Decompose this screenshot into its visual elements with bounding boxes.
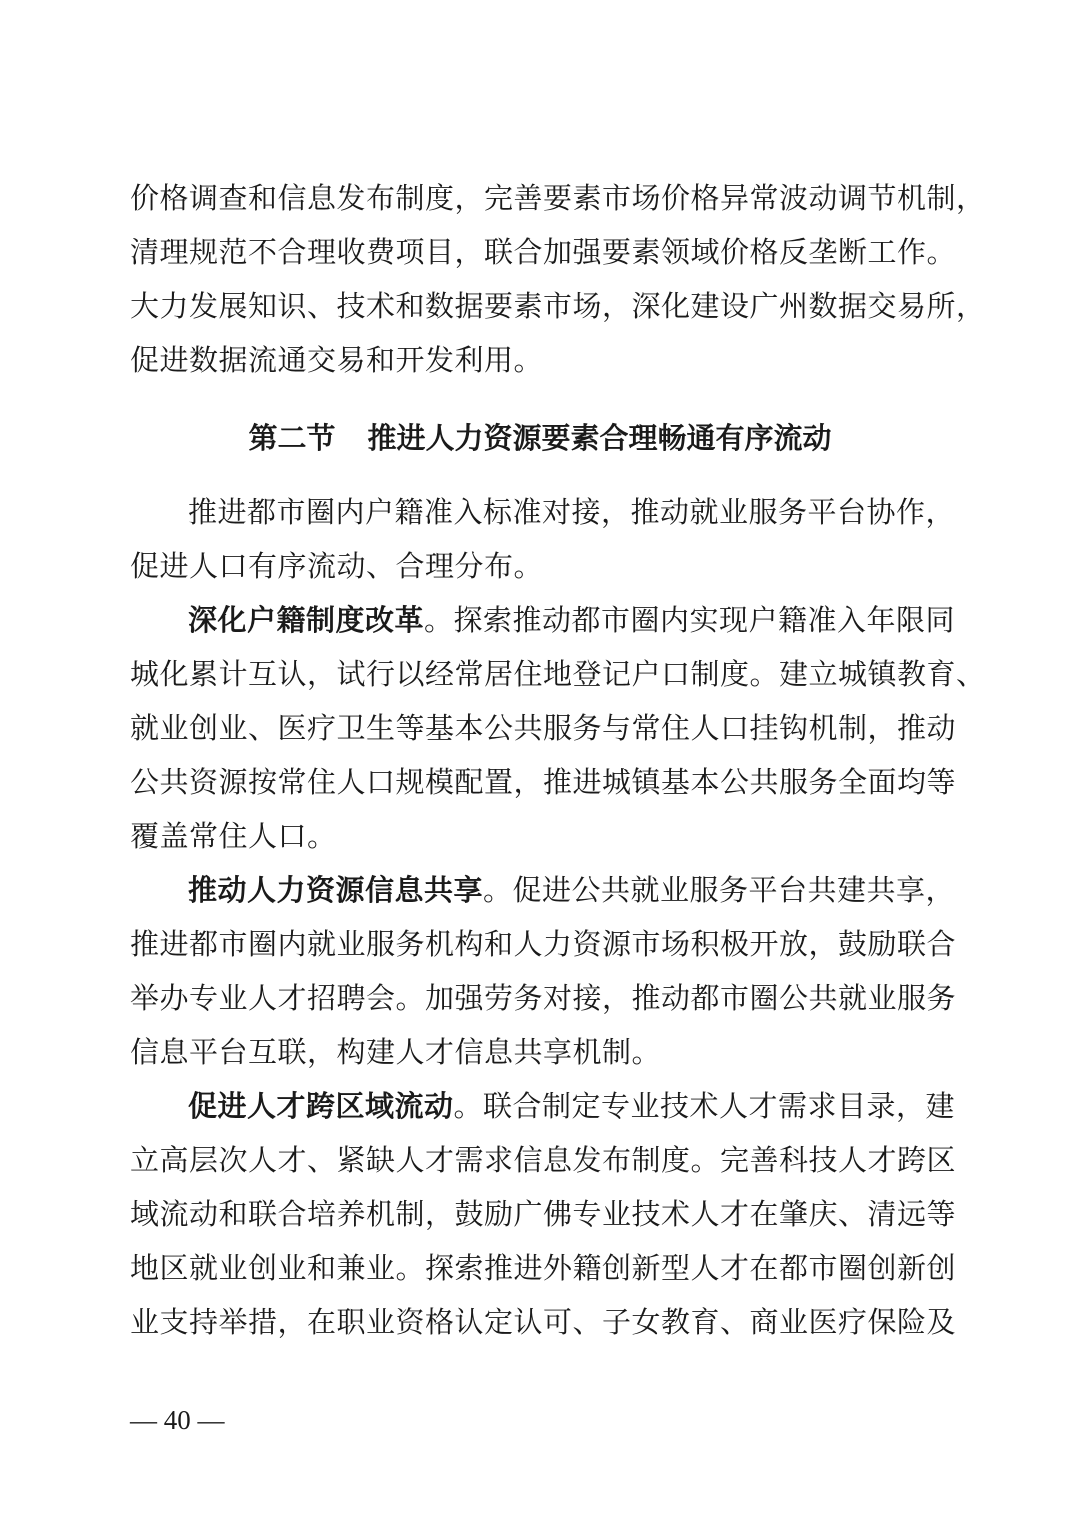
paragraph-line: 公共资源按常住人口规模配置，推进城镇基本公共服务全面均等 [130, 765, 957, 799]
paragraph-line: 大力发展知识、技术和数据要素市场，深化建设广州数据交易所， [130, 289, 986, 323]
paragraph-line [188, 600, 956, 640]
paragraph-text: 。探索推动都市圈内实现户籍准入年限同 [424, 603, 956, 637]
paragraph-line: 地区就业创业和兼业。探索推进外籍创新型人才在都市圈创新创 [130, 1251, 957, 1285]
paragraph-line: 域流动和联合培养机制，鼓励广佛专业技术人才在肇庆、清远等 [130, 1197, 957, 1231]
paragraph-line: 业支持举措，在职业资格认定认可、子女教育、商业医疗保险及 [130, 1305, 957, 1339]
paragraph-line: 立高层次人才、紧缺人才需求信息发布制度。完善科技人才跨区 [130, 1143, 957, 1177]
page-number: — 40 — [130, 1405, 225, 1435]
paragraph-line: 就业创业、医疗卫生等基本公共服务与常住人口挂钩机制，推动 [130, 711, 957, 745]
paragraph-line: 推进都市圈内户籍准入标准对接，推动就业服务平台协作， [188, 495, 956, 529]
paragraph-line: 促进数据流通交易和开发利用。 [130, 343, 544, 377]
paragraph-line [188, 1086, 956, 1126]
section-heading [0, 418, 1080, 458]
bold-lead: 推动人力资源信息共享 [188, 873, 484, 907]
paragraph-line: 促进人口有序流动、合理分布。 [130, 549, 544, 583]
bold-lead: 促进人才跨区域流动 [188, 1089, 454, 1123]
paragraph-line: 举办专业人才招聘会。加强劳务对接，推动都市圈公共就业服务 [130, 981, 957, 1015]
paragraph-line: 价格调查和信息发布制度，完善要素市场价格异常波动调节机制， [130, 181, 986, 215]
paragraph-line: 推进都市圈内就业服务机构和人力资源市场积极开放，鼓励联合 [130, 927, 957, 961]
bold-lead: 深化户籍制度改革 [188, 603, 425, 637]
paragraph-line: 信息平台互联，构建人才信息共享机制。 [130, 1035, 662, 1069]
section-title: 推进人力资源要素合理畅通有序流动 [367, 421, 832, 455]
paragraph-line [188, 870, 956, 910]
paragraph-text: 。促进公共就业服务平台共建共享， [483, 873, 956, 907]
paragraph-line: 城化累计互认，试行以经常居住地登记户口制度。建立城镇教育、 [130, 657, 986, 691]
paragraph-line: 覆盖常住人口。 [130, 819, 337, 853]
paragraph-line: 清理规范不合理收费项目，联合加强要素领域价格反垄断工作。 [130, 235, 957, 269]
section-number: 第二节 [248, 421, 336, 455]
paragraph-text: 。联合制定专业技术人才需求目录，建 [453, 1089, 956, 1123]
